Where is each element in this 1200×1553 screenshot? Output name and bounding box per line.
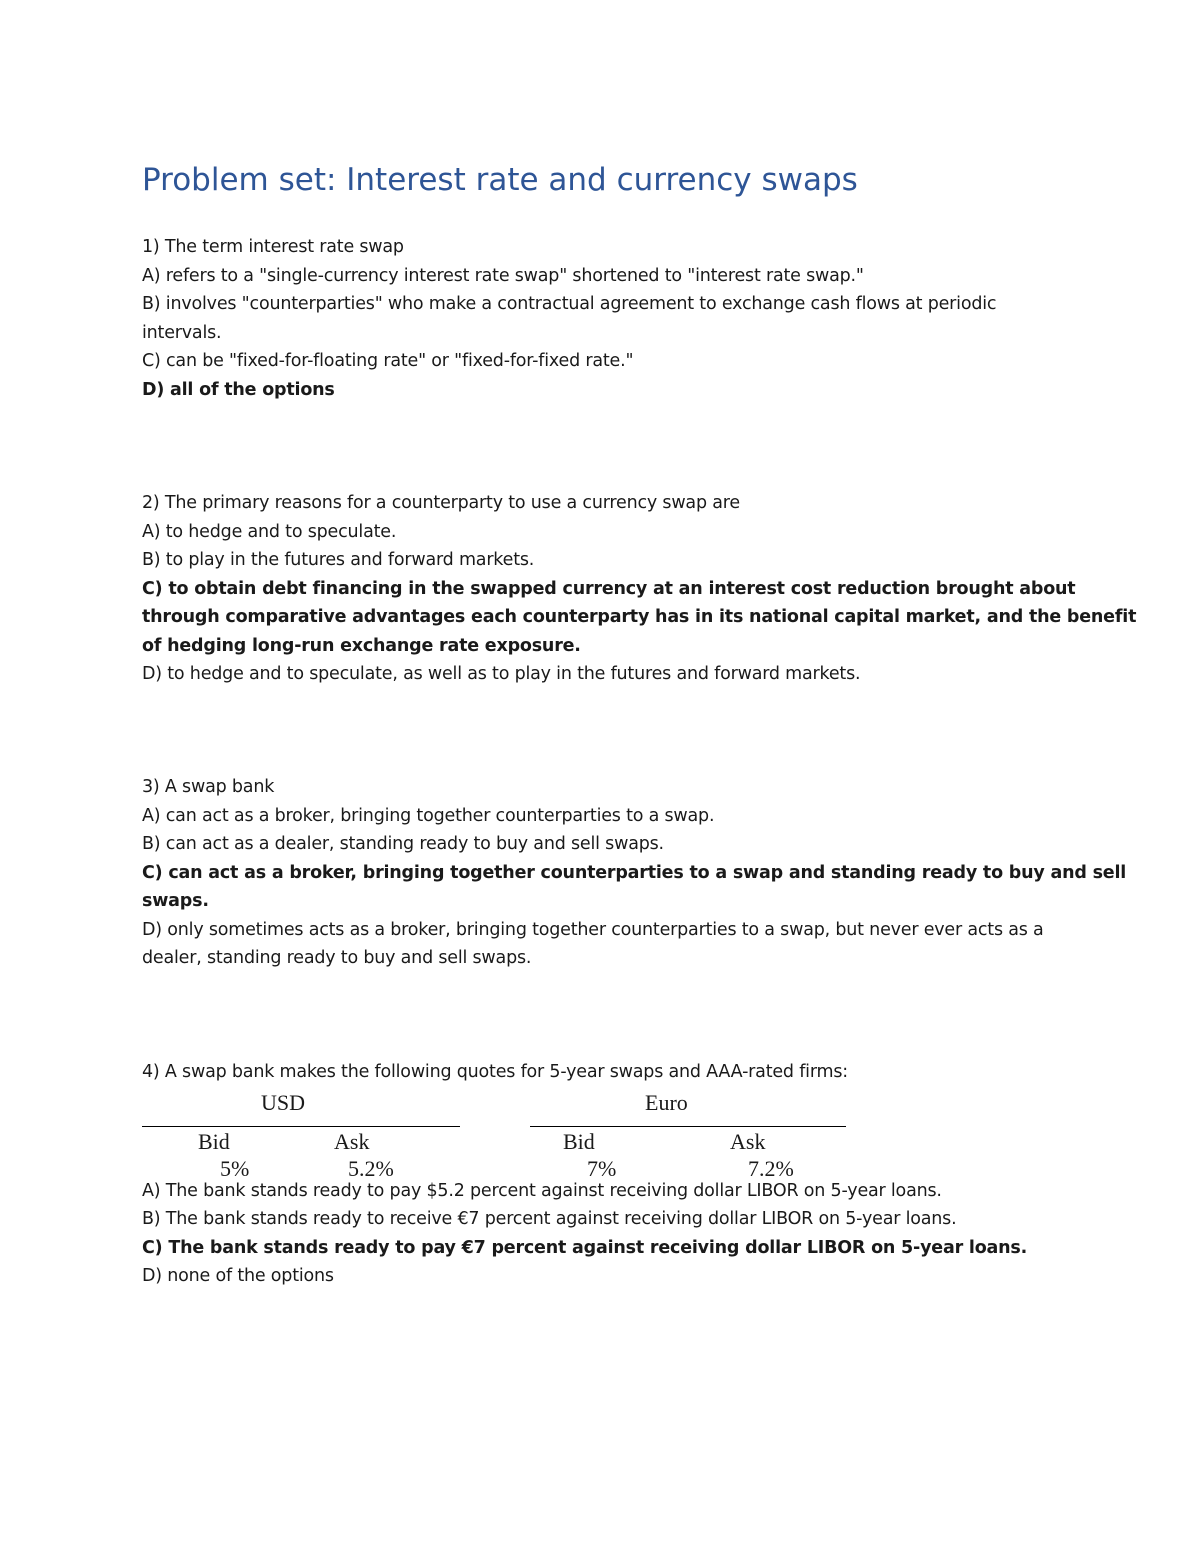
question-stem: 4) A swap bank makes the following quotes for 5-year swaps and AAA-rated firms: [142, 1062, 848, 1082]
answer-option-correct: through comparative advantages each counterparty has in its national capital market, and the benefit [142, 607, 1137, 627]
answer-option: B) The bank stands ready to receive €7 percent against receiving dollar LIBOR on 5-year loans. [142, 1209, 957, 1229]
answer-option: A) refers to a "single-currency interest rate swap" shortened to "interest rate swap." [142, 265, 864, 286]
euro-ask-header: Ask [730, 1128, 766, 1154]
answer-option: D) none of the options [142, 1266, 334, 1286]
currency-label-usd: USD [261, 1089, 306, 1115]
question-stem: 3) A swap bank [142, 777, 275, 797]
currency-label-euro: Euro [645, 1089, 688, 1115]
usd-ask-header: Ask [334, 1128, 370, 1154]
euro-ask-value: 7.2% [748, 1155, 794, 1181]
answer-option: A) to hedge and to speculate. [142, 521, 397, 542]
answer-option-correct: D) all of the options [142, 379, 335, 400]
question-4-options [142, 1177, 1062, 1291]
answer-option: C) can be "fixed-for-floating rate" or "fixed-for-fixed rate." [142, 351, 634, 371]
answer-option: D) only sometimes acts as a broker, bringing together counterparties to a swap, but never ever acts as a [142, 919, 1044, 940]
question-3 [142, 773, 1127, 973]
question-2 [142, 489, 1137, 689]
question-1 [142, 233, 1062, 404]
answer-option-correct: swaps. [142, 891, 209, 911]
answer-option: B) involves "counterparties" who make a contractual agreement to exchange cash flows at periodic [142, 294, 997, 314]
answer-option: A) can act as a broker, bringing together counterparties to a swap. [142, 805, 715, 826]
answer-option-correct: C) can act as a broker, bringing together counterparties to a swap and standing ready to buy and sell [142, 862, 1127, 883]
usd-ask-value: 5.2% [348, 1155, 394, 1181]
answer-option: intervals. [142, 322, 222, 343]
answer-option: B) can act as a dealer, standing ready to buy and sell swaps. [142, 834, 664, 854]
usd-bid-value: 5% [220, 1155, 250, 1181]
answer-option-correct: C) to obtain debt financing in the swapped currency at an interest cost reduction brought about [142, 578, 1076, 599]
answer-option-correct: C) The bank stands ready to pay €7 percent against receiving dollar LIBOR on 5-year loans. [142, 1237, 1028, 1258]
page-title: Problem set: Interest rate and currency swaps [142, 162, 858, 198]
answer-option: B) to play in the futures and forward markets. [142, 550, 535, 570]
answer-option: D) to hedge and to speculate, as well as to play in the futures and forward markets. [142, 664, 861, 684]
answer-option-correct: of hedging long-run exchange rate exposure. [142, 635, 581, 656]
swap-quote-table [142, 1089, 1062, 1181]
question-stem: 2) The primary reasons for a counterparty to use a currency swap are [142, 493, 740, 513]
euro-bid-value: 7% [587, 1155, 617, 1181]
question-4 [142, 1058, 1062, 1291]
euro-bid-header: Bid [563, 1128, 595, 1154]
usd-bid-header: Bid [198, 1128, 230, 1154]
answer-option: dealer, standing ready to buy and sell swaps. [142, 948, 532, 968]
answer-option: A) The bank stands ready to pay $5.2 percent against receiving dollar LIBOR on 5-year loans. [142, 1180, 942, 1201]
group-rule-euro [530, 1126, 846, 1127]
question-stem: 1) The term interest rate swap [142, 237, 404, 257]
group-rule-usd [142, 1126, 460, 1127]
